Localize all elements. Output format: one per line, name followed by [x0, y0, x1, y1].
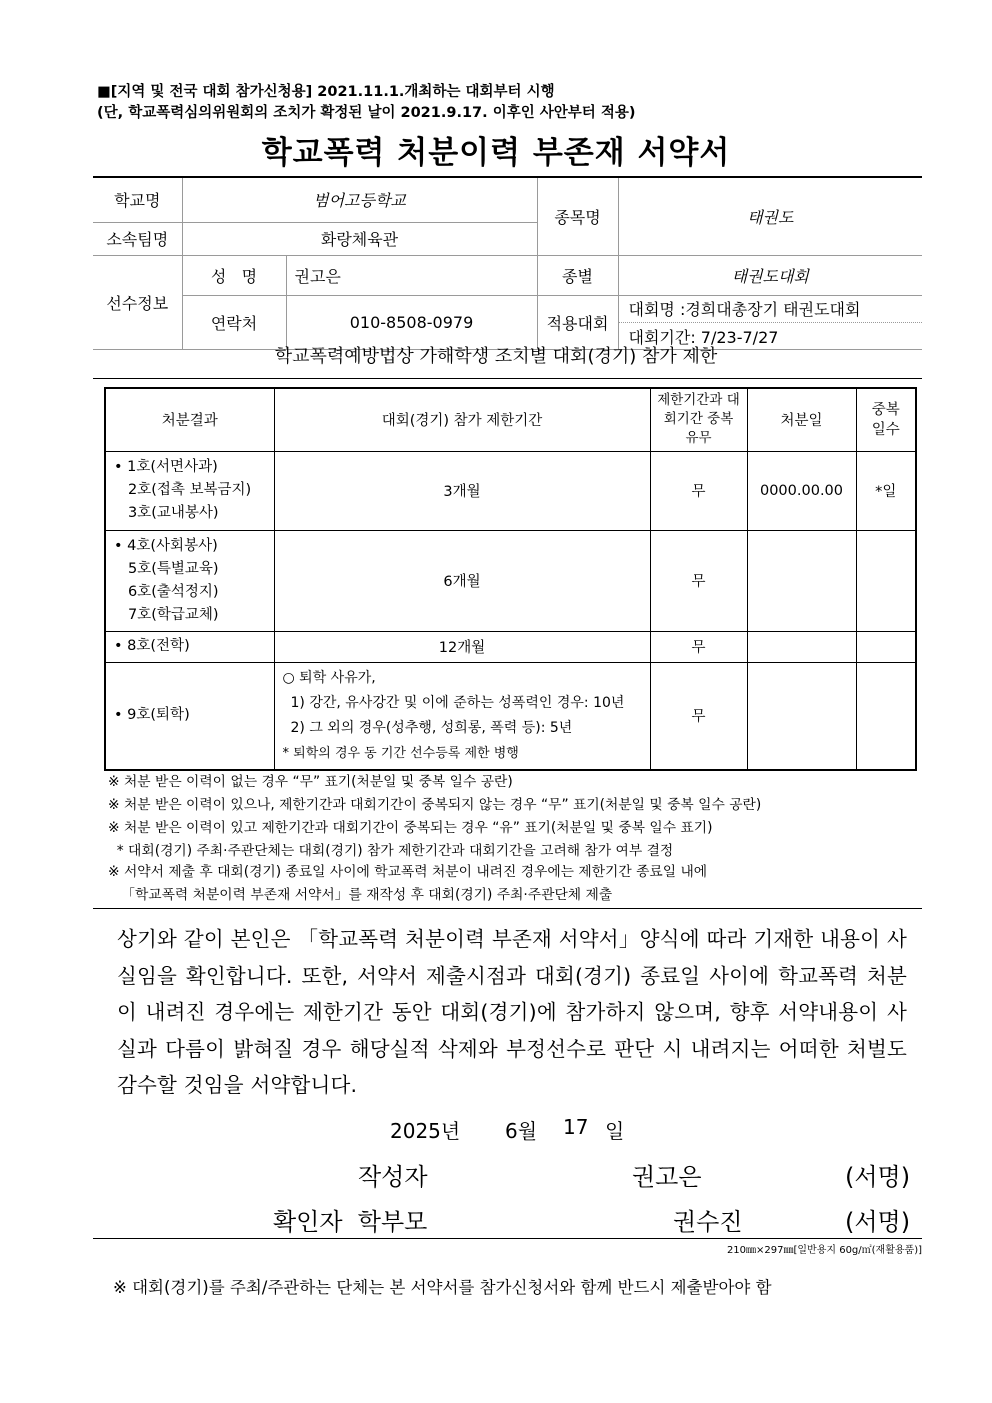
date-month: 6월 — [505, 1119, 538, 1143]
period-cell: 12개월 — [274, 631, 650, 662]
period-line: 2) 그 외의 경우(성추행, 성희롱, 폭력 등): 5년 — [290, 719, 573, 736]
period-line: ○ 퇴학 사유가, — [282, 669, 376, 686]
days-cell — [856, 662, 916, 770]
school-label: 학교명 — [93, 177, 182, 222]
overlap-cell: 무 — [650, 530, 747, 631]
applied-name: 대회명 :경희대총장기 태권도대회 — [619, 296, 923, 323]
days-cell: *일 — [856, 451, 916, 530]
document-title: 학교폭력 처분이력 부존재 서약서 — [261, 135, 731, 171]
result-line: • 1호(서면사과) — [114, 459, 218, 475]
result-line: 6호(출석정지) — [128, 583, 219, 600]
header-result: 처분결과 — [105, 388, 274, 451]
confirm-name: 권수진 — [673, 1208, 743, 1236]
result-cell — [105, 451, 274, 530]
footer-note: ※ 대회(경기)를 주최/주관하는 단체는 본 서약서를 참가신청서와 함께 반드시 제출받아야 함 — [113, 1278, 772, 1297]
team-label: 소속팀명 — [93, 222, 182, 255]
type-value: 태권도대회 — [618, 255, 922, 295]
restriction-subtitle: 학교폭력예방법상 가해학생 조치별 대회(경기) 참가 제한 — [274, 346, 718, 367]
divider — [93, 1238, 922, 1239]
table-row — [105, 530, 916, 631]
header-line-2: (단, 학교폭력심의위원회의 조치가 확정된 날이 2021.9.17. 이후인 사안부터 적용) — [97, 105, 636, 121]
team-value: 화랑체육관 — [182, 222, 537, 255]
result-cell — [105, 530, 274, 631]
writer-label: 작성자 — [358, 1163, 428, 1191]
note-2: ※ 처분 받은 이력이 있으나, 제한기간과 대회기간이 중복되지 않는 경우 “무” 표기(처분일 및 중복 일수 공란) — [108, 797, 762, 813]
table-row — [105, 451, 916, 530]
overlap-cell: 무 — [650, 451, 747, 530]
note-4: * 대회(경기) 주최·주관단체는 대회(경기) 참가 제한기간과 대회기간을 고려해 참가 여부 결정 — [108, 843, 674, 859]
result-cell — [105, 631, 274, 662]
date-day: 17 — [563, 1115, 589, 1139]
divider — [93, 378, 922, 379]
result-line: 5호(특별교육) — [128, 560, 219, 577]
header-period: 대회(경기) 참가 제한기간 — [274, 388, 650, 451]
table-row — [105, 662, 916, 770]
result-cell — [105, 662, 274, 770]
result-line: 7호(학급교체) — [128, 606, 219, 623]
overlap-cell: 무 — [650, 662, 747, 770]
divider — [93, 908, 922, 909]
date-cell: 0000.00.00 — [747, 451, 856, 530]
date-day-unit: 일 — [605, 1119, 625, 1143]
date-cell — [747, 530, 856, 631]
note-5: ※ 서약서 제출 후 대회(경기) 종료일 사이에 학교폭력 처분이 내려진 경우에는 제한기간 종료일 내에 — [108, 864, 708, 880]
restriction-table — [104, 387, 917, 771]
period-line: * 퇴학의 경우 동 기간 선수등록 제한 병행 — [282, 745, 519, 761]
pledge-text: 상기와 같이 본인은 「학교폭력 처분이력 부존재 서약서」양식에 따라 기재한 내용이 사실임을 확인합니다. 또한, 서약서 제출시점과 대회(경기) 종료일 사이에 학교폭력 처분이 내려진 경우에는 제한기간 동안 대회(경기)에 참가하지 않으며, 향후 서약내용이 사실과 다름이 밝혀질 경우 해당실적 삭제와 부정선수로 판단 시 내려지는 어떠한 처벌도 감수할 것임을 서약합니다. — [117, 927, 907, 1097]
info-table — [93, 176, 922, 350]
date-year: 2025년 — [390, 1119, 461, 1143]
name-label: 성 명 — [182, 255, 286, 295]
result-line: • 8호(전학) — [114, 638, 190, 654]
event-label: 종목명 — [537, 177, 618, 255]
note-6: 「학교폭력 처분이력 부존재 서약서」를 재작성 후 대회(경기) 주최·주관단체 제출 — [108, 887, 613, 903]
contact-label: 연락처 — [182, 295, 286, 349]
event-value: 태권도 — [618, 177, 922, 255]
result-line: 2호(접촉 보복금지) — [128, 482, 252, 498]
header-days: 중복 일수 — [856, 388, 916, 451]
header-line-1: ■[지역 및 전국 대회 참가신청용] 2021.11.1.개최하는 대회부터 시행 — [97, 84, 555, 100]
writer-name: 권고은 — [632, 1163, 702, 1191]
note-3: ※ 처분 받은 이력이 있고 제한기간과 대회기간이 중복되는 경우 “유” 표기(처분일 및 중복 일수 표기) — [108, 820, 713, 836]
header-date: 처분일 — [747, 388, 856, 451]
applied-period: 대회기간: 7/23-7/27 — [628, 327, 779, 347]
header-overlap: 제한기간과 대회기간 중복 유무 — [650, 388, 747, 451]
period-line: 1) 강간, 유사강간 및 이에 준하는 성폭력인 경우: 10년 — [290, 694, 625, 711]
table-row — [105, 631, 916, 662]
result-line: • 4호(사회봉사) — [114, 537, 218, 554]
days-cell — [856, 631, 916, 662]
date-cell — [747, 662, 856, 770]
player-info-label: 선수정보 — [93, 255, 182, 349]
date-cell — [747, 631, 856, 662]
school-value: 범어고등학교 — [182, 177, 537, 222]
note-1: ※ 처분 받은 이력이 없는 경우 “무” 표기(처분일 및 중복 일수 공란) — [108, 774, 513, 790]
contact-value: 010-8508-0979 — [286, 295, 537, 349]
period-cell — [274, 662, 650, 770]
type-label: 종별 — [537, 255, 618, 295]
result-line: 3호(교내봉사) — [128, 505, 219, 521]
overlap-cell: 무 — [650, 631, 747, 662]
paper-spec: 210㎜×297㎜[일반용지 60g/㎡(재활용품)] — [726, 1245, 922, 1256]
result-line: • 9호(퇴학) — [114, 707, 190, 724]
confirm-label: 확인자 학부모 — [273, 1208, 428, 1236]
applied-label: 적용대회 — [537, 295, 618, 349]
confirm-sign: (서명) — [845, 1208, 911, 1236]
days-cell — [856, 530, 916, 631]
writer-sign: (서명) — [845, 1163, 911, 1191]
period-cell: 3개월 — [274, 451, 650, 530]
name-value: 권고은 — [286, 255, 537, 295]
applied-competition — [618, 295, 922, 349]
period-cell: 6개월 — [274, 530, 650, 631]
